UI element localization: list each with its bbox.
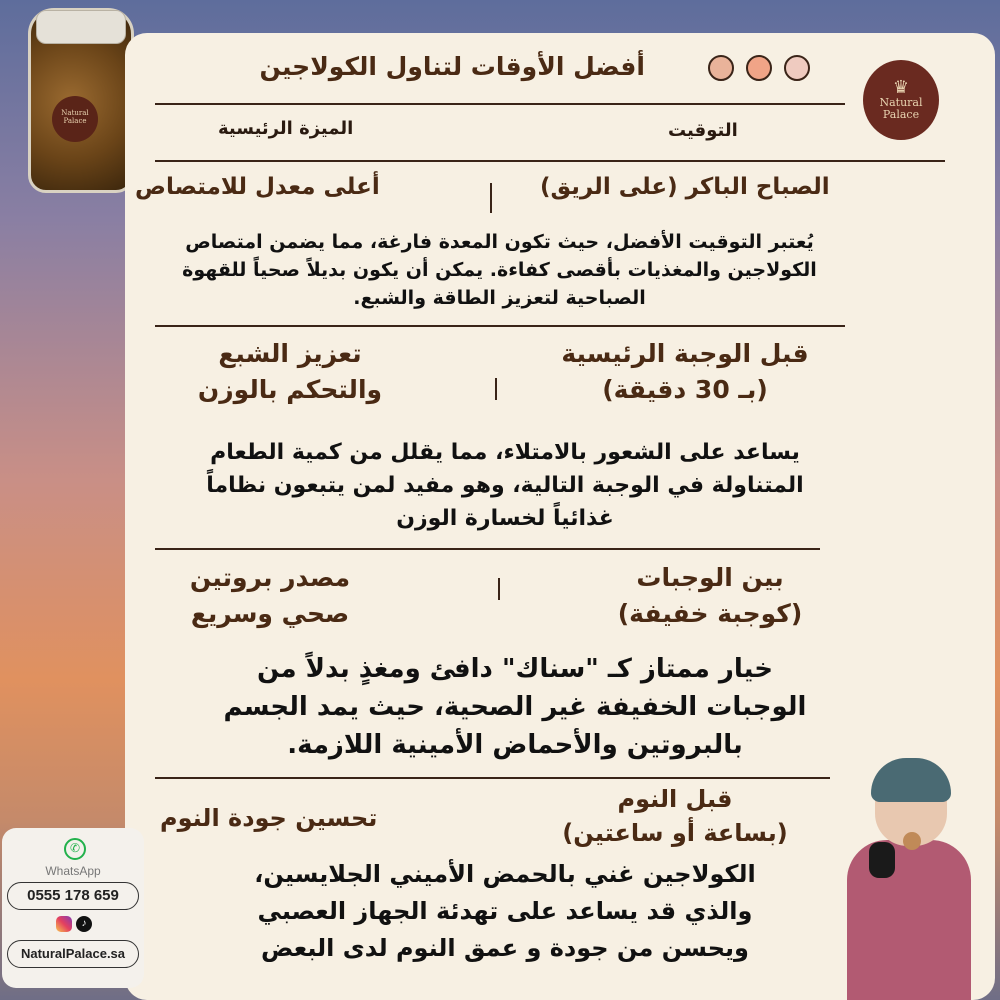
- timing-1: الصباح الباكر (على الريق): [540, 174, 830, 200]
- divider-2: [155, 548, 820, 550]
- person-headscarf: [871, 758, 951, 802]
- whatsapp-label: WhatsApp: [45, 864, 101, 878]
- contact-box: [2, 828, 144, 988]
- timing-3-line-2: (كوجبة خفيفة): [617, 599, 803, 628]
- desc-4-line-2: والذي قد يساعد على تهدئة الجهاز العصبي: [257, 897, 753, 925]
- desc-3-line-1: خيار ممتاز كـ "سناك" دافئ ومغذٍ بدلاً من: [257, 654, 773, 684]
- dot-2: [746, 55, 772, 81]
- jar-brand-label: Natural Palace: [52, 96, 98, 142]
- divider-1: [155, 325, 845, 327]
- desc-4-line-1: الكولاجين غني بالحمض الأميني الجلايسين،: [254, 860, 756, 888]
- desc-3-line-3: بالبروتين والأحماض الأمينية اللازمة.: [287, 730, 743, 760]
- dot-1: [708, 55, 734, 81]
- desc-1-line-3: الصباحية لتعزيز الطاقة والشبع.: [353, 287, 646, 309]
- divider-top: [155, 103, 845, 105]
- brand-line-1: Natural: [879, 96, 923, 109]
- benefit-2-line-2: والتحكم بالوزن: [197, 375, 383, 404]
- divider-header: [155, 160, 945, 162]
- person-body: [847, 840, 971, 1000]
- desc-2-line-1: يساعد على الشعور بالامتلاء، مما يقلل من كمية الطعام: [210, 440, 800, 465]
- dot-3: [784, 55, 810, 81]
- brand-logo: [863, 60, 939, 140]
- tiktok-icon[interactable]: ♪: [76, 916, 92, 932]
- website-link[interactable]: NaturalPalace.sa: [7, 940, 139, 968]
- divider-3: [155, 777, 830, 779]
- desc-4-line-3: ويحسن من جودة و عمق النوم لدى البعض: [261, 934, 749, 962]
- benefit-1: أعلى معدل للامتصاص: [135, 174, 380, 200]
- header-benefit: الميزة الرئيسية: [218, 118, 354, 139]
- page-title: أفضل الأوقات لتناول الكولاجين: [259, 52, 645, 81]
- collagen-ball: [903, 832, 921, 850]
- chef-person-image: [843, 760, 983, 1000]
- benefit-3-line-2: صحي وسريع: [190, 599, 350, 628]
- timing-2-line-1: قبل الوجبة الرئيسية: [561, 339, 809, 368]
- crown-icon: ♛: [892, 77, 910, 98]
- timing-3-line-1: بين الوجبات: [636, 563, 784, 592]
- timing-2: [530, 336, 840, 408]
- timing-4-line-1: قبل النوم: [617, 785, 733, 813]
- desc-1-line-1: يُعتبر التوقيت الأفضل، حيث تكون المعدة فارغة، مما يضمن امتصاص: [185, 231, 814, 253]
- phone-number[interactable]: 0555 178 659: [7, 882, 139, 910]
- brand-line-2: Palace: [882, 108, 920, 121]
- separator-1: [490, 183, 492, 213]
- benefit-3-line-1: مصدر بروتين: [189, 563, 351, 592]
- social-icons: [56, 916, 92, 932]
- person-gloved-hand: [869, 842, 895, 878]
- whatsapp-icon[interactable]: ✆: [64, 838, 86, 860]
- timing-4-line-2: (بساعة أو ساعتين): [562, 819, 788, 847]
- separator-2: [495, 378, 497, 400]
- separator-3: [498, 578, 500, 600]
- header-timing: التوقيت: [668, 120, 738, 141]
- benefit-4: تحسين جودة النوم: [160, 804, 378, 832]
- desc-4: [155, 856, 855, 967]
- desc-3: [140, 650, 890, 764]
- desc-2-line-3: غذائياً لخسارة الوزن: [396, 506, 614, 531]
- desc-2-line-2: المتناولة في الوجبة التالية، وهو مفيد لمن يتبعون نظاماً: [206, 473, 804, 498]
- decorative-dots: [708, 55, 810, 81]
- timing-3: [590, 560, 830, 632]
- desc-1-line-2: الكولاجين والمغذيات بأقصى كفاءة. يمكن أن يكون بديلاً صحياً للقهوة: [182, 259, 817, 281]
- timing-2-line-2: (بـ 30 دقيقة): [602, 375, 768, 404]
- desc-2: [120, 436, 890, 535]
- desc-1: [92, 228, 907, 312]
- instagram-icon[interactable]: [56, 916, 72, 932]
- benefit-2-line-1: تعزيز الشبع: [218, 339, 362, 368]
- timing-4: [530, 782, 820, 850]
- desc-3-line-2: الوجبات الخفيفة غير الصحية، حيث يمد الجسم: [223, 692, 807, 722]
- jar-lid: [36, 10, 126, 44]
- benefit-2: [170, 336, 410, 408]
- benefit-3: [165, 560, 375, 632]
